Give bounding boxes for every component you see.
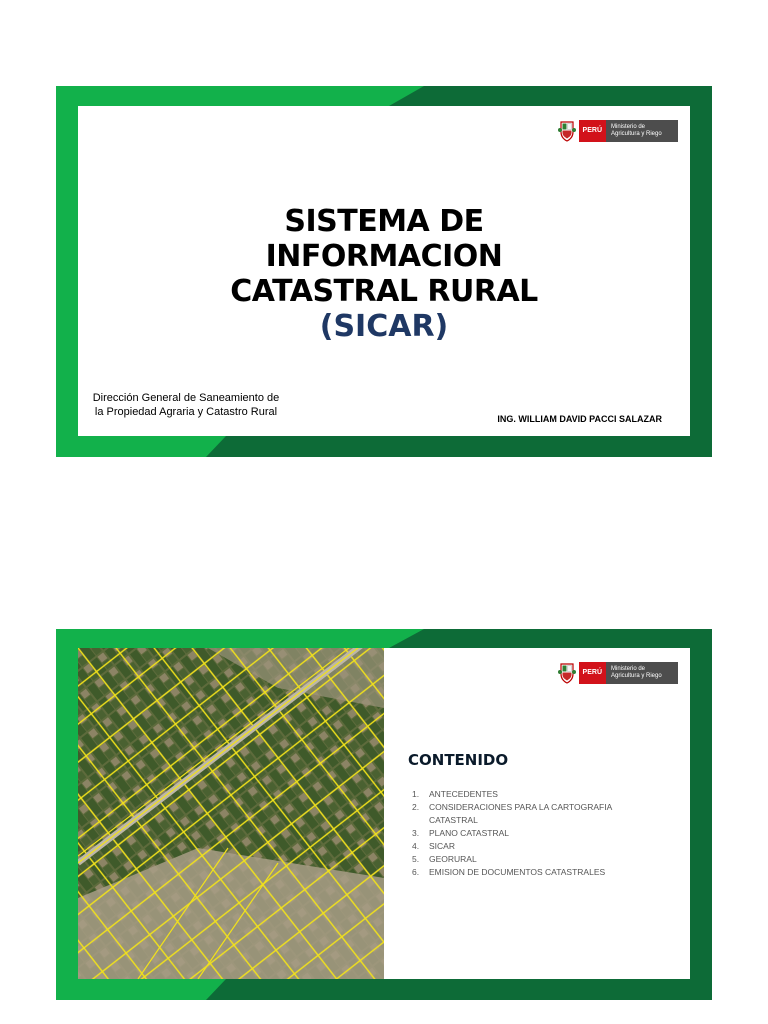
item-number: 3. <box>412 828 420 838</box>
list-item <box>412 801 642 827</box>
aerial-cadastral-map <box>78 648 384 979</box>
title-line-1: SISTEMA DE <box>284 204 484 239</box>
list-item <box>412 866 642 879</box>
peru-label: PERÚ <box>579 662 606 684</box>
peru-coat-of-arms-icon <box>558 120 576 142</box>
item-text: GEORURAL <box>429 854 477 864</box>
list-item <box>412 827 642 840</box>
item-text: SICAR <box>429 841 455 851</box>
slide-content <box>78 106 690 436</box>
author-name: ING. WILLIAM DAVID PACCI SALAZAR <box>497 414 662 424</box>
title-line-3: CATASTRAL RURAL <box>230 274 538 309</box>
item-number: 1. <box>412 789 420 799</box>
title-acronym: (SICAR) <box>319 309 449 344</box>
peru-label: PERÚ <box>579 120 606 142</box>
ministry-label: Ministerio de Agricultura y Riego <box>606 120 678 142</box>
title-slide <box>56 86 712 457</box>
org-line-1: Dirección General de Saneamiento de <box>92 392 280 404</box>
item-text: CONSIDERACIONES PARA LA CARTOGRAFIA CATASTRAL <box>429 802 612 825</box>
item-text: ANTECEDENTES <box>429 789 498 799</box>
title-line-2: INFORMACION <box>265 239 503 274</box>
list-item <box>412 853 642 866</box>
contents-list <box>412 788 642 879</box>
list-item <box>412 840 642 853</box>
item-text: EMISION DE DOCUMENTOS CATASTRALES <box>429 867 606 877</box>
item-number: 2. <box>412 802 420 812</box>
item-number: 4. <box>412 841 420 851</box>
contents-heading: CONTENIDO <box>408 751 509 769</box>
slide-content <box>78 648 690 979</box>
ministry-logo <box>558 119 678 143</box>
contents-panel <box>384 648 690 979</box>
item-number: 6. <box>412 867 420 877</box>
ministry-label: Ministerio de Agricultura y Riego <box>606 662 678 684</box>
list-item <box>412 788 642 801</box>
item-text: PLANO CATASTRAL <box>429 828 509 838</box>
organization-name <box>86 391 286 419</box>
org-line-2: la Propiedad Agraria y Catastro Rural <box>94 406 278 418</box>
contents-slide <box>56 629 712 1000</box>
slide-title <box>78 204 690 345</box>
item-number: 5. <box>412 854 420 864</box>
